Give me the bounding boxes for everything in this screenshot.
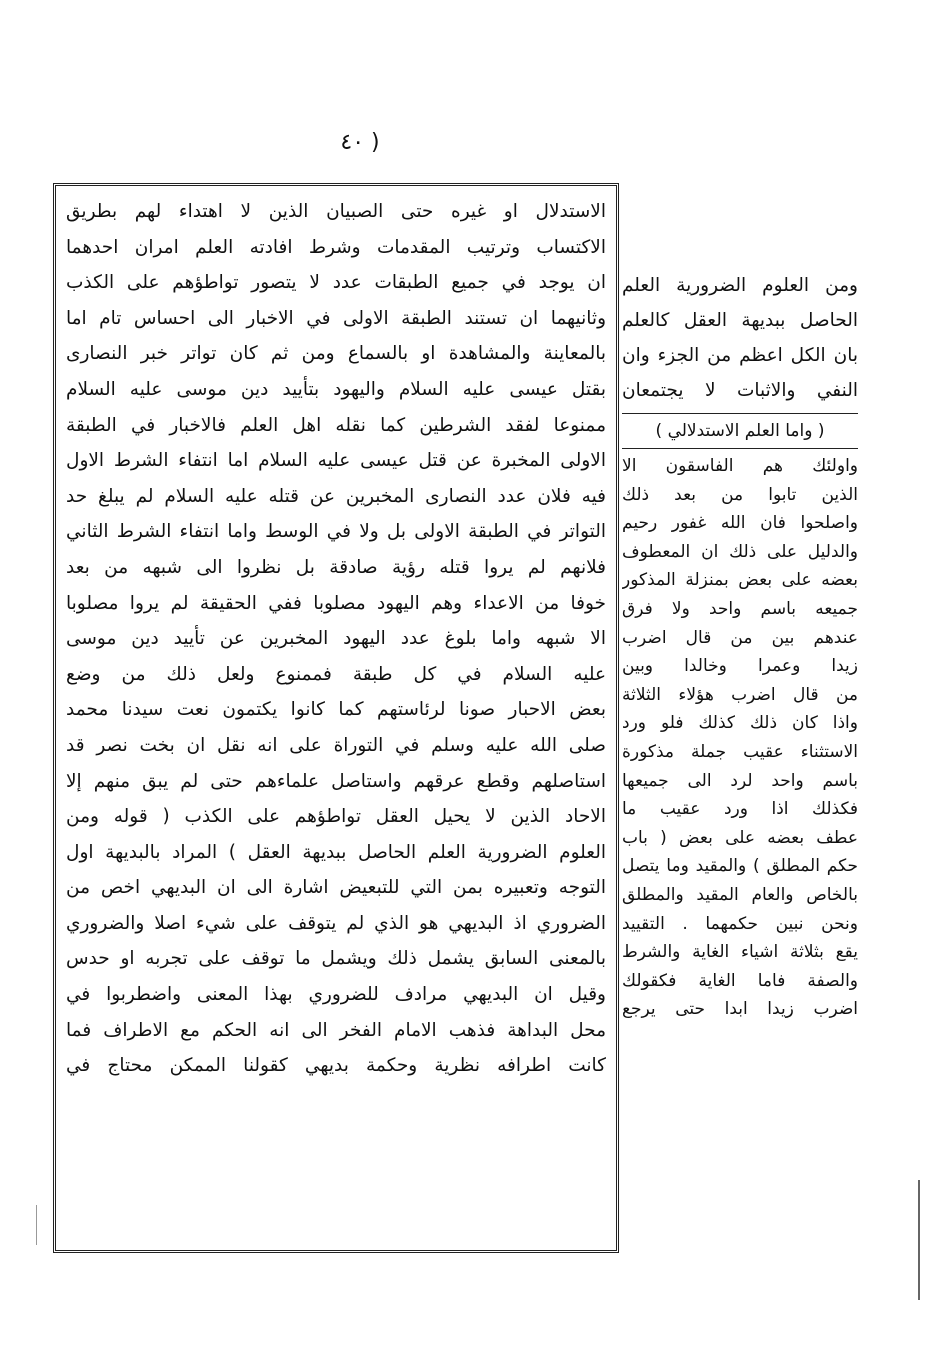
main-text-line: عليه السلام في كل طبقة فممنوع ولعل ذلك من وضع — [66, 663, 606, 685]
side-text-line: واذا كان ذلك كذلك فلو ورد — [622, 713, 858, 734]
main-text-line: الاحاد الذين لا يحيل العقل تواطؤهم على الكذب ( قوله ومن — [66, 806, 606, 828]
side-section-heading: ( واما العلم الاستدلالي ) — [622, 413, 858, 449]
main-text-line: الاكتساب وترتيب المقدمات وشرط افادته العلم امران احدهما — [66, 236, 606, 258]
main-text-line: كانت اطرافه نظرية وحكمة بديهي كقولنا الممكن محتاج في — [66, 1055, 606, 1077]
side-text-line: اضرب زيدا ابدا حتى يرجع — [622, 999, 858, 1020]
main-text-line: الضروري اذ البديهي هو الذي لم يتوقف على شيء اصلا والضروري — [66, 912, 606, 934]
main-commentary-text — [66, 194, 606, 1242]
side-text-line: زيدا وعمرا وخالدا وبين — [622, 656, 858, 677]
main-text-line: الاستدلال او غيره حتى الصبيان الذين لا اهتداء لهم بطريق — [66, 201, 606, 222]
side-text-line: حكم المطلق ) والمقيد وما يتصل — [622, 856, 858, 877]
side-matn-top — [622, 268, 858, 408]
side-matn-bottom — [622, 452, 858, 1024]
side-text-line: واولئك هم الفاسقون الا — [622, 456, 858, 476]
side-text-line: ومن العلوم الضرورية العلم — [622, 275, 858, 296]
main-text-line: ممنوعا لفقد الشرطين كما نقله اهل العلم فالاخبار في الطبقة — [66, 414, 606, 436]
side-text-line: النفي والاثبات لا يجتمعان — [622, 380, 858, 401]
side-text-line: جميعه باسم واحد ولا فرق — [622, 598, 858, 619]
main-text-line: التواتر في الطبقة الاولى بل ولا في الوسط واما انتفاء الشرط الثاني — [66, 521, 606, 543]
side-text-line: والصفة فاما الغاية فكقولك — [622, 970, 858, 991]
side-text-line: والدليل على ذلك ان المعطوف — [622, 541, 858, 562]
main-text-line: ان يوجد في جميع الطبقات عدد لا يتصور تواطؤهم على الكذب — [66, 272, 606, 294]
side-text-line: عندهم بين من قال اضرب — [622, 627, 858, 648]
side-text-line: عطف بعضه على بعض ( باب — [622, 827, 858, 848]
side-text-line: الاستثناء عقيب جملة مذكورة — [622, 741, 858, 762]
main-text-line: محل البداهة فذهب الامام الفخر الى انه الحكم مع الاطراف فما — [66, 1019, 606, 1041]
main-text-line: فلانهم لم يروا قتله رؤية صادقة بل نظروا الى شبهه من بعد — [66, 556, 606, 578]
main-text-line: صلى الله عليه وسلم في التوراة على انه نقل ان بخت نصر قد — [66, 734, 606, 756]
side-text-line: من قال اضرب هؤلاء الثلاثة — [622, 684, 858, 705]
main-text-line: العلوم الضرورية العلم الحاصل ببديهة العقل ) المراد بالبديهة اول — [66, 841, 606, 863]
main-text-line: بالمعنى السابق يشمل ذلك ويشمل ما توقف على تجربه او حدس — [66, 948, 606, 970]
main-text-line: بعض الاحبار صونا لرئاستهم كما كانوا يكتمون نعت سيدنا محمد — [66, 699, 606, 721]
main-text-line: وثانيهما ان تستند الطبقة الاولى في الاخبار الى احساس تام اما — [66, 307, 606, 329]
page-edge-mark-left — [36, 1205, 37, 1245]
side-text-line: بالخاص والعام المقيد والمطلق — [622, 884, 858, 905]
main-commentary-frame — [53, 183, 619, 1253]
main-text-line: فيه فلان عدد النصارى المخبرين عن قتله عليه السلام لم يبلغ حد — [66, 485, 606, 507]
main-text-line: التوجه وتعبيره بمن التي للتبعيض اشارة الى ان البديهي اخص من — [66, 877, 606, 899]
side-text-line: فكذلك اذا ورد عقيب ما — [622, 799, 858, 820]
main-text-line: وقيل ان البديهي مرادف للضروري بهذا المعنى واضطربوا في — [66, 984, 606, 1006]
page-number: ( ٤٠ — [340, 130, 380, 155]
side-text-line: الذين تابوا من بعد ذلك — [622, 484, 858, 505]
main-text-line: بالمعاينة والمشاهدة او بالسماع ومن ثم كان تواتر خبر النصارى — [66, 343, 606, 365]
main-text-line: خوفا من الاعداء وهم اليهود مصلوبا ففي الحقيقة لم يروا مصلوبا — [66, 592, 606, 614]
main-text-line: بقتل عيسى عليه السلام واليهود بتأييد دين موسى عليه السلام — [66, 378, 606, 400]
main-text-line: استاصلهم وقطع عرقهم واستاصل علماءهم حتى لم يبق منهم إلا — [66, 770, 606, 792]
main-text-line: الا شبهه واما بلوغ عدد اليهود المخبرين عن تأييد دين موسى — [66, 628, 606, 650]
side-text-line: يقع بثلاثة اشياء الغاية والشرط — [622, 942, 858, 963]
side-text-line: باسم واحد لرد الى جميعها — [622, 770, 858, 791]
side-text-line: ونحن نبين حكمهما . التقييد — [622, 913, 858, 934]
side-text-line: بان الكل اعظم من الجزء وان — [622, 345, 858, 366]
page-edge-mark — [918, 1180, 920, 1300]
side-text-line: الحاصل ببديهة العقل كالعلم — [622, 310, 858, 331]
side-text-line: بعضه على بعض بمنزلة المذكور — [622, 570, 858, 591]
side-text-line: واصلحوا فان الله غفور رحيم — [622, 513, 858, 534]
main-text-line: الاولى المخبرة عن قتل عيسى عليه السلام اما انتفاء الشرط الاول — [66, 450, 606, 472]
